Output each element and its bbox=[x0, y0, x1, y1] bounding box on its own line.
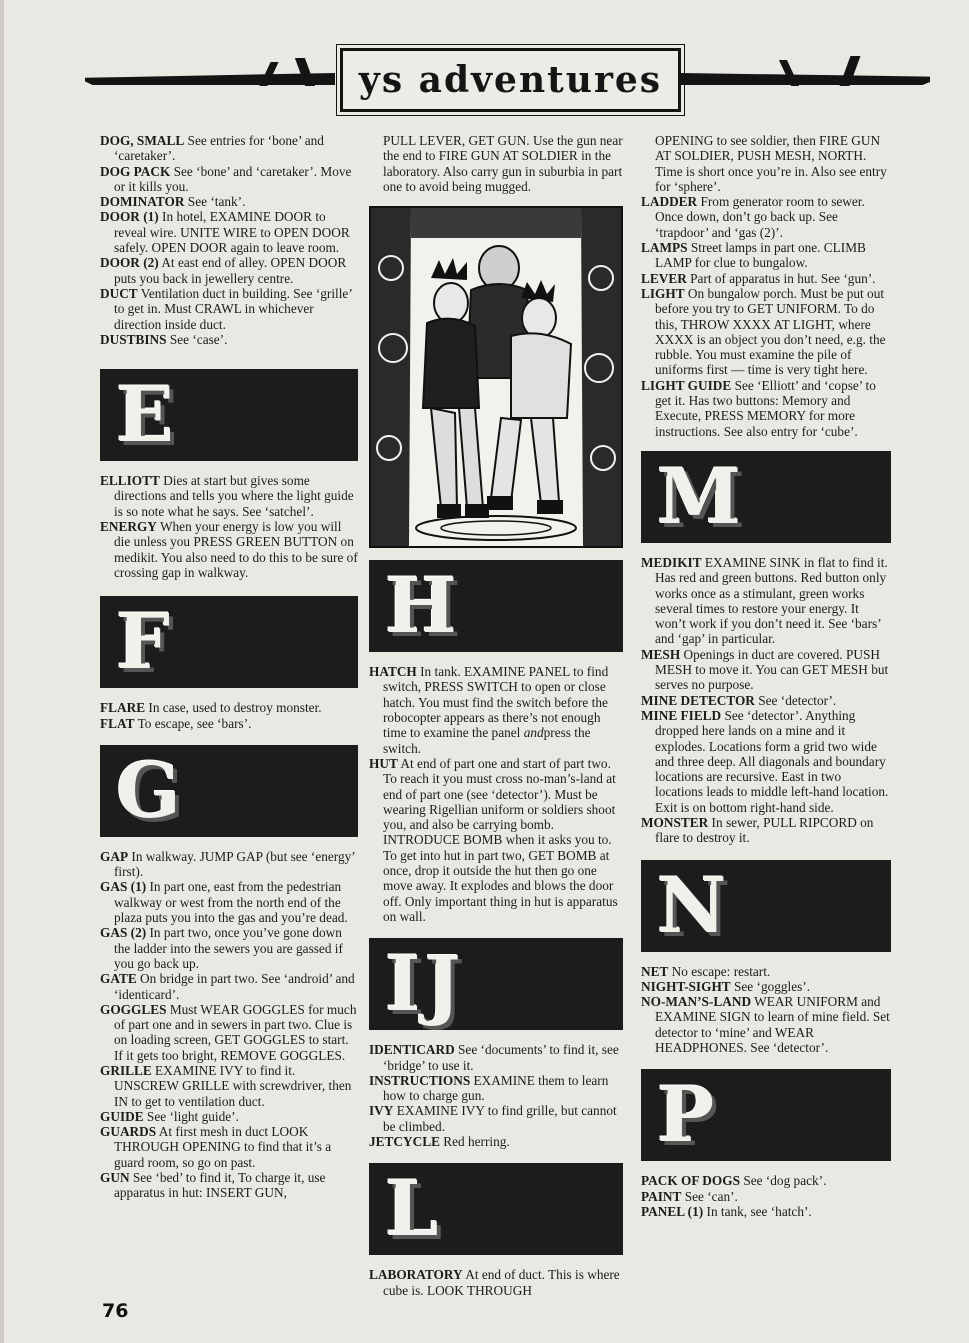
entry-guide: GUIDE See ‘light guide’. bbox=[100, 1108, 239, 1124]
entry-monster: MONSTER In sewer, PULL RIPCORD on flare to destroy it. bbox=[641, 814, 874, 846]
illustration-artwork bbox=[371, 208, 621, 546]
letter-block-e bbox=[100, 369, 358, 461]
entry-grille: GRILLE EXAMINE IVY to find it. UNSCREW GRILLE with screwdriver, then IN to get to ventilation duct. bbox=[100, 1062, 352, 1109]
entry-laboratory: LABORATORY At end of duct. This is where cube is. LOOK THROUGH bbox=[369, 1267, 620, 1298]
page-edge bbox=[0, 0, 4, 1343]
entry-gas-2: GAS (2) In part two, once you’ve gone down the ladder into the sewers you are gassed if you go back up. bbox=[100, 925, 343, 971]
entry-hut: HUT At end of part one and start of part two. To reach it you must cross no-man’s-land at end of part one (see ‘detector’). Must be wearing Rigellian uniform or soldiers shoot you, and also be carrying bomb. INTRODUCE BOMB when it asks you to. To get into hut in part two, GET BOMB at once, drop it outside the hut then go one move away. It explodes and blows the door off. Only important thing in hut is apparatus on wall. bbox=[369, 755, 618, 924]
entry-mine-field: MINE FIELD See ‘detector’. Anything dropped here lands on a mine and it explodes. Locations form a grid two wide and three deep. All diagonals and boundary locations are recursive. East in two locations leads to middle left-hand location. Exit is on bottom right-hand side. bbox=[641, 707, 889, 815]
entry-flare: FLARE In case, used to destroy monster. bbox=[100, 700, 322, 716]
section-letter-p: P bbox=[657, 1070, 715, 1160]
letter-block-l bbox=[369, 1163, 623, 1255]
entry-light-guide: LIGHT GUIDE See ‘Elliott’ and ‘copse’ to get it. Has two buttons: Memory and Execute, PRESS MEMORY for more instructions. See also entry for ‘cube’. bbox=[641, 377, 876, 439]
entry-hatch: HATCH In tank. EXAMINE PANEL to find switch, PRESS SWITCH to open or close hatch. You must find the switch before the robocopter appears as there’s not enough time to examine the panel andpress the switch. bbox=[369, 664, 609, 756]
banner-rule-left bbox=[85, 73, 335, 85]
entry-energy: ENERGY When your energy is low you will die unless you PRESS GREEN BUTTON on medikit. You also need to do this to be sure of crossing gap in walkway. bbox=[100, 519, 358, 580]
section-letter-e: E bbox=[116, 370, 174, 460]
letter-block-h bbox=[369, 560, 623, 652]
entry-duct: DUCT Ventilation duct in building. See ‘grille’ to get in. Must CRAWL in whichever direction inside duct. bbox=[100, 285, 352, 332]
entry-door-2: DOOR (2) At east end of alley. OPEN DOOR puts you back in jewellery centre. bbox=[100, 255, 347, 286]
section-letter-j: J bbox=[424, 939, 461, 1029]
entries-d bbox=[100, 133, 358, 347]
letter-block-p bbox=[641, 1069, 891, 1161]
entry-dustbins: DUSTBINS See ‘case’. bbox=[100, 331, 228, 347]
entry-gun: GUN See ‘bed’ to find it, To charge it, use apparatus in hut: INSERT GUN, bbox=[100, 1170, 326, 1201]
entry-panel-1: PANEL (1) In tank, see ‘hatch’. bbox=[641, 1203, 812, 1219]
entry-paint: PAINT See ‘can’. bbox=[641, 1188, 738, 1204]
entry-dominator: DOMINATOR See ‘tank’. bbox=[100, 194, 246, 210]
entry-gap: GAP In walkway. JUMP GAP (but see ‘energy’ first). bbox=[100, 848, 355, 880]
section-letter-i: I bbox=[385, 939, 421, 1029]
column-1 bbox=[100, 133, 358, 1201]
letter-block-n bbox=[641, 860, 891, 952]
entry-lever: LEVER Part of apparatus in hut. See ‘gun’. bbox=[641, 270, 876, 286]
page-number: 76 bbox=[102, 1300, 129, 1322]
entry-gun-continued: PULL LEVER, GET GUN. Use the gun near the end to FIRE GUN AT SOLDIER in the laboratory. Also carry gun in suburbia in part one to avoid being mugged. bbox=[383, 133, 623, 194]
entry-ladder: LADDER From generator room to sewer. Once down, don’t go back up. See ‘trapdoor’ and ‘gas (2)’. bbox=[641, 194, 865, 240]
entry-identicard: IDENTICARD See ‘documents’ to find it, see ‘bridge’ to use it. bbox=[369, 1042, 619, 1073]
column-2 bbox=[369, 133, 623, 1298]
entry-net: NET No escape: restart. bbox=[641, 963, 771, 979]
banner-rule-right bbox=[680, 73, 930, 85]
page-title: ys adventures bbox=[358, 59, 663, 101]
entry-laboratory-continued: OPENING to see soldier, then FIRE GUN AT SOLDIER, PUSH MESH, NORTH. Time is short once you’re in. Also see entry for ‘sphere’. bbox=[655, 133, 887, 194]
entry-lamps: LAMPS Street lamps in part one. CLIMB LAMP for clue to bungalow. bbox=[641, 240, 866, 271]
entry-instructions: INSTRUCTIONS EXAMINE them to learn how to charge gun. bbox=[369, 1072, 609, 1104]
entry-gate: GATE On bridge in part two. See ‘android’ and ‘identicard’. bbox=[100, 971, 355, 1002]
entry-night-sight: NIGHT-SIGHT See ‘goggles’. bbox=[641, 978, 811, 994]
section-letter-h: H bbox=[385, 561, 457, 651]
letter-block-g bbox=[100, 745, 358, 837]
entry-pack-of-dogs: PACK OF DOGS See ‘dog pack’. bbox=[641, 1173, 827, 1189]
entry-flat: FLAT To escape, see ‘bars’. bbox=[100, 715, 252, 731]
section-letter-n: N bbox=[657, 860, 727, 950]
entry-dog-small: DOG, SMALL See entries for ‘bone’ and ‘caretaker’. bbox=[100, 133, 324, 164]
title-box bbox=[340, 48, 681, 112]
letter-block-f bbox=[100, 596, 358, 688]
entry-guards: GUARDS At first mesh in duct LOOK THROUGH OPENING to find that it’s a guard room, so go on past. bbox=[100, 1124, 332, 1170]
illustration-three-characters bbox=[369, 206, 623, 548]
entry-mine-detector: MINE DETECTOR See ‘detector’. bbox=[641, 692, 837, 708]
section-letter-g: G bbox=[116, 745, 181, 835]
entry-no-mans-land: NO-MAN’S-LAND WEAR UNIFORM and EXAMINE SIGN to learn of mine field. Set detector to ‘mine’ and WEAR HEADPHONES. See ‘detector’. bbox=[641, 994, 890, 1056]
entry-gas-1: GAS (1) In part one, east from the pedestrian walkway or west from the north end of the plaza puts you into the gas and you’re dead. bbox=[100, 879, 348, 926]
entry-jetcycle: JETCYCLE Red herring. bbox=[369, 1134, 510, 1150]
section-letter-f: F bbox=[116, 597, 170, 687]
section-letter-l: L bbox=[385, 1164, 439, 1254]
entry-elliott: ELLIOTT Dies at start but gives some directions and tells you where the light guide is so note what he says. See ‘satchel’. bbox=[100, 473, 354, 519]
column-3 bbox=[641, 133, 891, 1219]
entry-medikit: MEDIKIT EXAMINE SINK in flat to find it. Has red and green buttons. Red button only works once as a stimulant, green works several times to restore your energy. It won’t work if you don’t need it. See ‘bars’ and ‘gap’ in particular. bbox=[641, 554, 888, 647]
entry-door-1: DOOR (1) In hotel, EXAMINE DOOR to reveal wire. UNITE WIRE to OPEN DOOR safely. OPEN DOOR again to leave room. bbox=[100, 209, 350, 256]
entry-mesh: MESH Openings in duct are covered. PUSH MESH to move it. You can GET MESH but serves no purpose. bbox=[641, 646, 889, 693]
letter-block-m bbox=[641, 451, 891, 543]
entry-dog-pack: DOG PACK See ‘bone’ and ‘caretaker’. Move or it kills you. bbox=[100, 163, 352, 194]
header-banner bbox=[85, 36, 930, 124]
letter-block-ij bbox=[369, 938, 623, 1030]
section-letter-m: M bbox=[657, 451, 742, 541]
entry-ivy: IVY EXAMINE IVY to find grille, but cannot be climbed. bbox=[369, 1103, 617, 1134]
entry-goggles: GOGGLES Must WEAR GOGGLES for much of part one and in sewers in part two. Clue is on loading screen, GET GOGGLES to start. If it gets too bright, REMOVE GOGGLES. bbox=[100, 1001, 357, 1063]
entry-light: LIGHT On bungalow porch. Must be put out before you try to GET UNIFORM. To do this, THROW XXXX AT LIGHT, where XXXX is an object you don’t need, e.g. the rubble. You must examine the pile of uniforms first — time is very tight here. bbox=[641, 285, 886, 378]
